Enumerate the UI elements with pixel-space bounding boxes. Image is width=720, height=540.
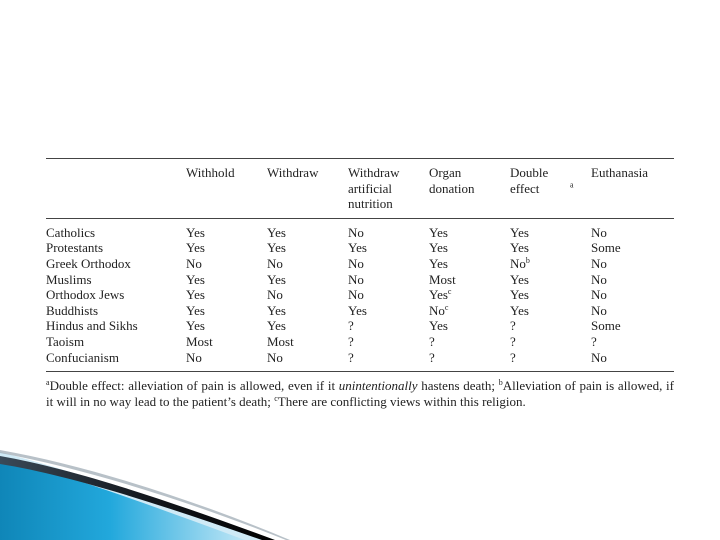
cell-withdraw: Yes [267,240,286,256]
cell-religion: Catholics [46,224,96,240]
header-withhold: Withhold [186,165,235,180]
table-body [46,218,674,371]
cell-withdraw-artificial-nutrition: Yes [348,240,367,256]
cell-euthanasia: No [591,349,607,365]
cell-euthanasia: Some [591,318,621,334]
cell-withdraw-artificial-nutrition: No [348,255,364,271]
cell-withdraw-artificial-nutrition: ? [348,318,354,334]
table-row [46,303,674,319]
cell-withdraw: No [267,255,283,271]
religion-stance-table [46,158,674,372]
cell-organ-donation: Yes [429,255,448,271]
cell-euthanasia: Some [591,240,621,256]
cell-euthanasia: No [591,255,607,271]
cell-double-effect: ? [510,349,516,365]
cell-withhold: Yes [186,224,205,240]
cell-withhold: Yes [186,302,205,318]
table-row [46,218,674,240]
cell-withdraw: No [267,349,283,365]
cell-double-effect: ? [510,318,516,334]
cell-double-effect: No$^b$ [510,255,530,271]
cell-double-effect: Yes [510,271,529,287]
cell-footnote-mark: c [447,287,452,297]
cell-withdraw-artificial-nutrition: No [348,271,364,287]
cell-religion: Buddhists [46,302,99,318]
cell-double-effect: Yes [510,287,529,303]
cell-withdraw: Yes [267,302,286,318]
header-religion [46,159,186,219]
table-row [46,287,674,303]
cell-organ-donation: Yes [429,224,448,240]
cell-withhold: Most [186,333,213,349]
cell-euthanasia: No [591,287,607,303]
cell-euthanasia: ? [591,333,597,349]
header-organ-donation: Organ donation [429,165,475,196]
cell-withdraw: No [267,287,283,303]
cell-withdraw-artificial-nutrition: ? [348,349,354,365]
cell-religion: Confucianism [46,349,119,365]
cell-withdraw-artificial-nutrition: Yes [348,302,367,318]
cell-religion: Protestants [46,240,104,256]
header-euthanasia: Euthanasia [591,165,649,180]
cell-euthanasia: No [591,302,607,318]
cell-withdraw: Most [267,333,294,349]
cell-organ-donation: Most [429,271,456,287]
swoosh-grey-line [0,450,290,540]
cell-double-effect: Yes [510,302,529,318]
header-footnote-mark: a [570,180,574,190]
cell-organ-donation: Yes$^c$ [429,287,452,303]
header-withdraw: Withdraw [267,165,319,180]
cell-religion: Muslims [46,271,92,287]
cell-organ-donation: Yes [429,318,448,334]
cell-withdraw-artificial-nutrition: No [348,287,364,303]
cell-organ-donation: No$^c$ [429,302,449,318]
table-row [46,256,674,272]
header-double-effect: Double effect $^a$ [510,165,574,196]
cell-withhold: Yes [186,240,205,256]
table-row [46,334,674,350]
table-row [46,272,674,288]
cell-withhold: Yes [186,318,205,334]
cell-withdraw-artificial-nutrition: No [348,224,364,240]
cell-footnote-mark: b [525,255,530,265]
table-footnote: $^a$Double effect: alleviation of pain is allowed, even if it unintentionally hastens death; $^b$Alleviation of pain is allowed, if it will in no way lead to the patient’s death; $^c$There are conflicting views within this religion. [46,378,674,409]
table-row [46,318,674,334]
religion-table-container [46,158,674,409]
cell-withdraw: Yes [267,318,286,334]
cell-withhold: No [186,255,202,271]
table-row [46,350,674,372]
cell-organ-donation: ? [429,333,435,349]
swoosh-dark-stroke [0,456,275,540]
table-row [46,240,674,256]
header-withdraw-artificial-nutrition: Withdraw artificial nutrition [348,165,400,212]
cell-organ-donation: ? [429,349,435,365]
cell-withdraw-artificial-nutrition: ? [348,333,354,349]
cell-euthanasia: No [591,224,607,240]
cell-double-effect: Yes [510,224,529,240]
cell-religion: Greek Orthodox [46,255,131,271]
cell-double-effect: Yes [510,240,529,256]
cell-religion: Hindus and Sikhs [46,318,138,334]
cell-withhold: Yes [186,287,205,303]
cell-withdraw: Yes [267,271,286,287]
cell-withhold: No [186,349,202,365]
cell-religion: Taoism [46,333,85,349]
cell-euthanasia: No [591,271,607,287]
swoosh-light-band [0,452,270,540]
cell-withhold: Yes [186,271,205,287]
swoosh-blue-band [0,458,245,540]
table-header-row [46,159,674,219]
cell-withdraw: Yes [267,224,286,240]
cell-footnote-mark: c [444,302,449,312]
cell-religion: Orthodox Jews [46,287,125,303]
cell-double-effect: ? [510,333,516,349]
cell-organ-donation: Yes [429,240,448,256]
